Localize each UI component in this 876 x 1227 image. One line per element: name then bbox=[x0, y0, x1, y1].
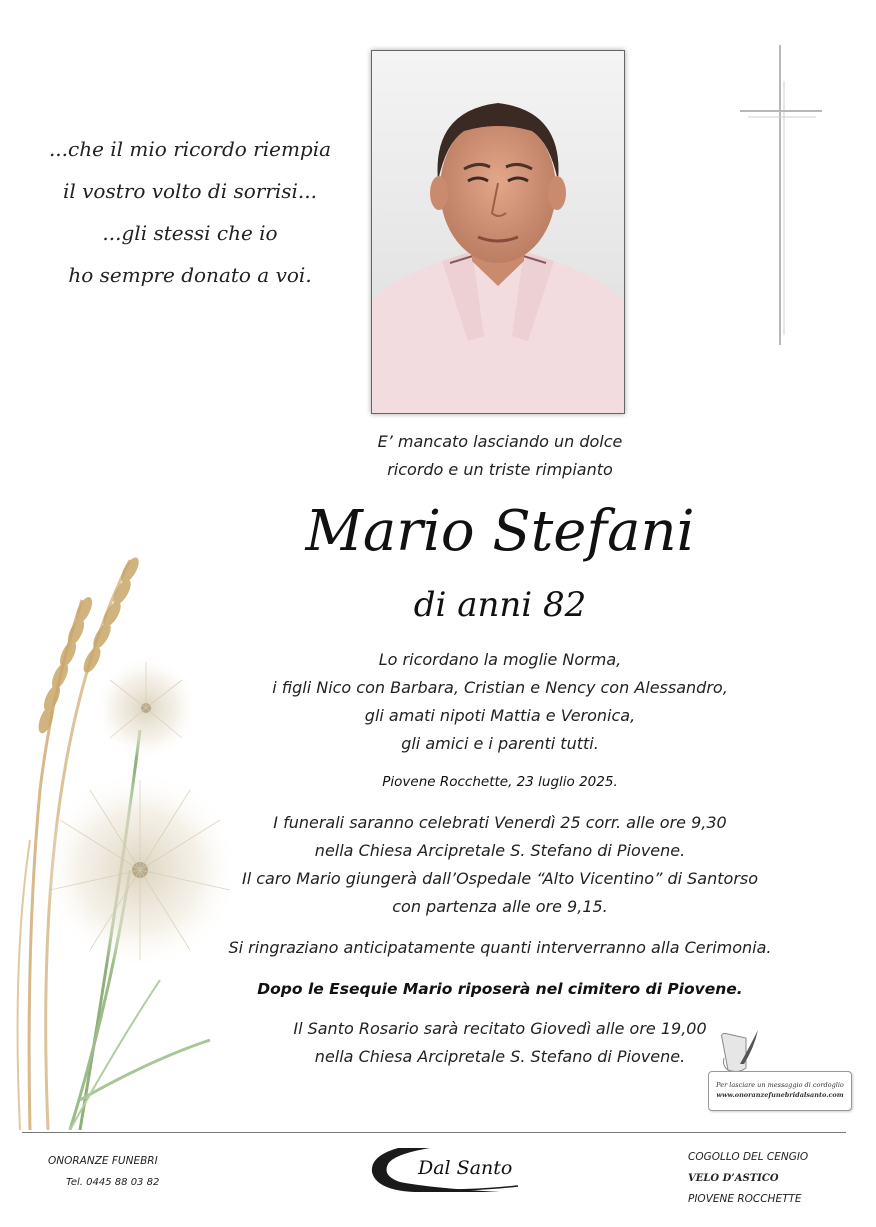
scroll-quill-icon[interactable] bbox=[716, 1028, 760, 1076]
poem-line: ...che il mio ricordo riempia bbox=[48, 137, 332, 161]
footer-divider bbox=[22, 1132, 846, 1133]
poem-line: il vostro volto di sorrisi... bbox=[62, 179, 318, 203]
funeral-line: nella Chiesa Arcipretale S. Stefano di Piovene. bbox=[314, 841, 686, 860]
logo-swoosh-icon bbox=[370, 1142, 520, 1198]
condolence-box[interactable] bbox=[708, 1071, 852, 1111]
poem bbox=[40, 128, 340, 296]
funeral-line: I funerali saranno celebrati Venerdì 25 corr. alle ore 9,30 bbox=[273, 813, 727, 832]
intro-line: E’ mancato lasciando un dolce bbox=[377, 432, 623, 451]
burial-text: Dopo le Esequie Mario riposerà nel cimitero di Piovene. bbox=[257, 980, 743, 998]
family-line: Lo ricordano la moglie Norma, bbox=[378, 650, 622, 669]
condolence-link[interactable]: www.onoranzefunebridalsanto.com bbox=[716, 1091, 844, 1099]
portrait-photo bbox=[371, 50, 625, 414]
dal-santo-logo bbox=[370, 1142, 520, 1198]
footer-location: PIOVENE ROCCHETTE bbox=[688, 1193, 802, 1205]
footer-right bbox=[688, 1147, 808, 1210]
family-line: gli amati nipoti Mattia e Veronica, bbox=[364, 706, 636, 725]
place-date: Piovene Rocchette, 23 luglio 2025. bbox=[382, 774, 618, 790]
deceased-name: Mario Stefani bbox=[305, 499, 695, 564]
cross-icon bbox=[740, 45, 822, 345]
thanks-text: Si ringraziano anticipatamente quanti interverranno alla Cerimonia. bbox=[228, 938, 772, 957]
family-text bbox=[180, 646, 820, 758]
footer-phone: Tel. 0445 88 03 82 bbox=[66, 1177, 160, 1188]
footer-location: COGOLLO DEL CENGIO bbox=[688, 1151, 809, 1163]
condolence-text: Per lasciare un messaggio di cordoglio bbox=[716, 1081, 844, 1089]
poem-line: ...gli stessi che io bbox=[102, 221, 278, 245]
family-line: i figli Nico con Barbara, Cristian e Nency con Alessandro, bbox=[272, 678, 728, 697]
portrait-illustration bbox=[372, 51, 624, 413]
funeral-text bbox=[180, 809, 820, 921]
family-line: gli amici e i parenti tutti. bbox=[401, 734, 599, 753]
poem-line: ho sempre donato a voi. bbox=[68, 263, 312, 287]
intro-line: ricordo e un triste rimpianto bbox=[387, 460, 613, 479]
intro-text bbox=[180, 428, 820, 484]
funeral-line: Il caro Mario giungerà dall’Ospedale “Alto Vicentino” di Santorso bbox=[241, 869, 759, 888]
funeral-line: con partenza alle ore 9,15. bbox=[392, 897, 608, 916]
deceased-age: di anni 82 bbox=[413, 585, 587, 625]
footer-company: ONORANZE FUNEBRI bbox=[48, 1155, 158, 1167]
footer-left bbox=[48, 1150, 159, 1194]
footer-location: VELO D’ASTICO bbox=[688, 1173, 779, 1184]
rosary-line: Il Santo Rosario sarà recitato Giovedì alle ore 19,00 bbox=[293, 1019, 707, 1038]
rosary-line: nella Chiesa Arcipretale S. Stefano di Piovene. bbox=[314, 1047, 686, 1066]
logo-text: Dal Santo bbox=[418, 1157, 513, 1179]
